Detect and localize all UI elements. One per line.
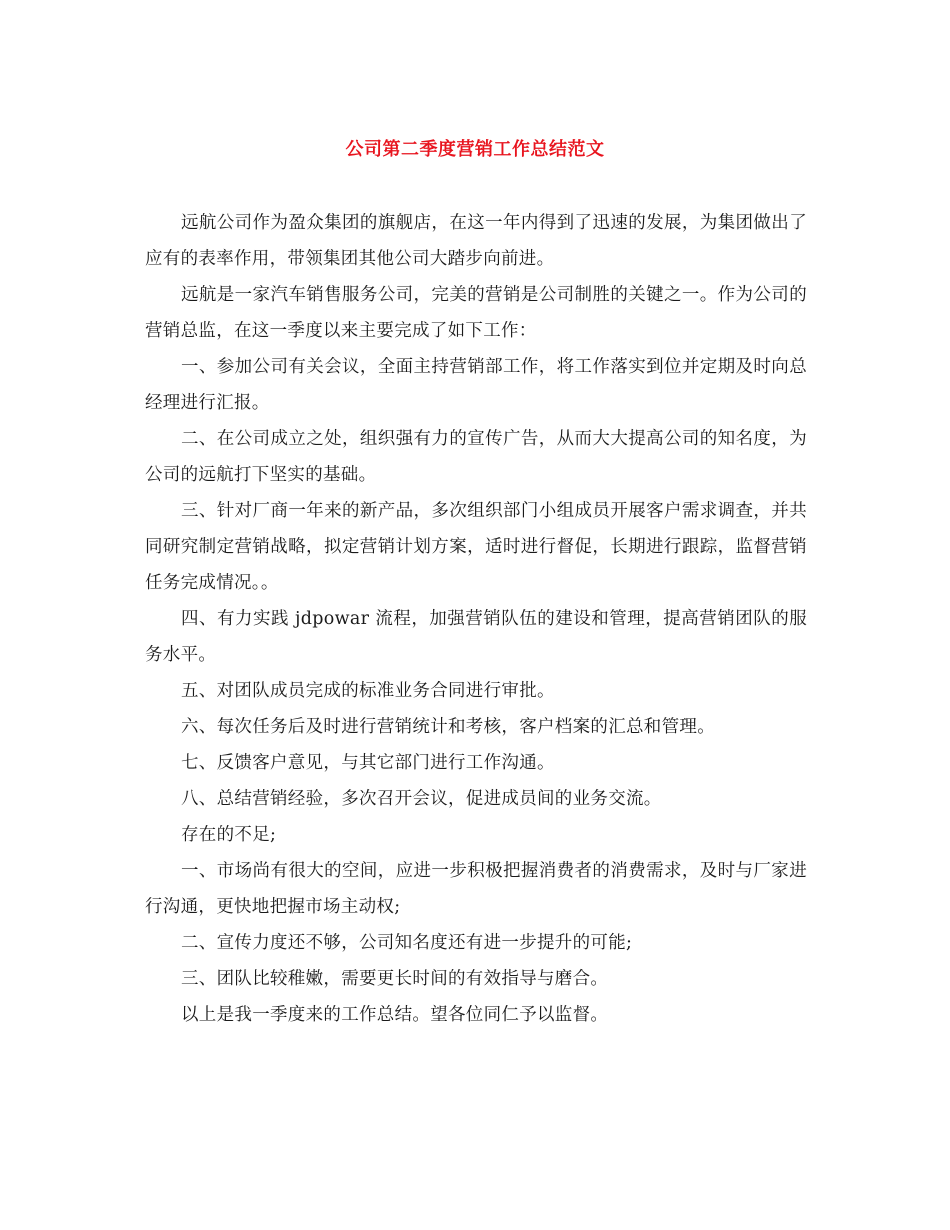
paragraph-item-8: 八、总结营销经验，多次召开会议，促进成员间的业务交流。 <box>181 789 662 809</box>
paragraph-closing: 以上是我一季度来的工作总结。望各位同仁予以监督。 <box>181 1005 609 1025</box>
paragraph-shortcoming-3: 三、团队比较稚嫩，需要更长时间的有效指导与磨合。 <box>181 969 609 989</box>
paragraph-shortcomings-heading: 存在的不足; <box>181 825 277 845</box>
paragraph-item-1: 一、参加公司有关会议，全面主持营销部工作，将工作落实到位并定期及时向总经理进行汇报。 <box>145 357 807 413</box>
paragraph-company: 远航是一家汽车销售服务公司，完美的营销是公司制胜的关键之一。作为公司的营销总监，在这一季度以来主要完成了如下工作： <box>145 285 807 341</box>
paragraph-item-2: 二、在公司成立之处，组织强有力的宣传广告，从而大大提高公司的知名度，为公司的远航打下坚实的基础。 <box>145 429 807 485</box>
paragraph-shortcoming-1: 一、市场尚有很大的空间，应进一步积极把握消费者的消费需求，及时与厂家进行沟通，更快地把握市场主动权; <box>145 861 807 917</box>
document-body <box>145 205 807 1033</box>
paragraph-intro: 远航公司作为盈众集团的旗舰店，在这一年内得到了迅速的发展，为集团做出了应有的表率作用，带领集团其他公司大踏步向前进。 <box>145 213 807 269</box>
paragraph-item-5: 五、对团队成员完成的标准业务合同进行审批。 <box>181 681 555 701</box>
paragraph-item-6: 六、每次任务后及时进行营销统计和考核，客户档案的汇总和管理。 <box>181 717 715 737</box>
paragraph-item-4: 四、有力实践 jdpowar 流程，加强营销队伍的建设和管理，提高营销团队的服务水平。 <box>145 609 807 665</box>
document-title: 公司第二季度营销工作总结范文 <box>345 139 605 160</box>
paragraph-item-7: 七、反馈客户意见，与其它部门进行工作沟通。 <box>181 753 555 773</box>
paragraph-shortcoming-2: 二、宣传力度还不够，公司知名度还有进一步提升的可能; <box>181 933 633 953</box>
paragraph-item-3: 三、针对厂商一年来的新产品，多次组织部门小组成员开展客户需求调查，并共同研究制定营销战略，拟定营销计划方案，适时进行督促，长期进行跟踪，监督营销任务完成情况。。 <box>145 501 807 593</box>
